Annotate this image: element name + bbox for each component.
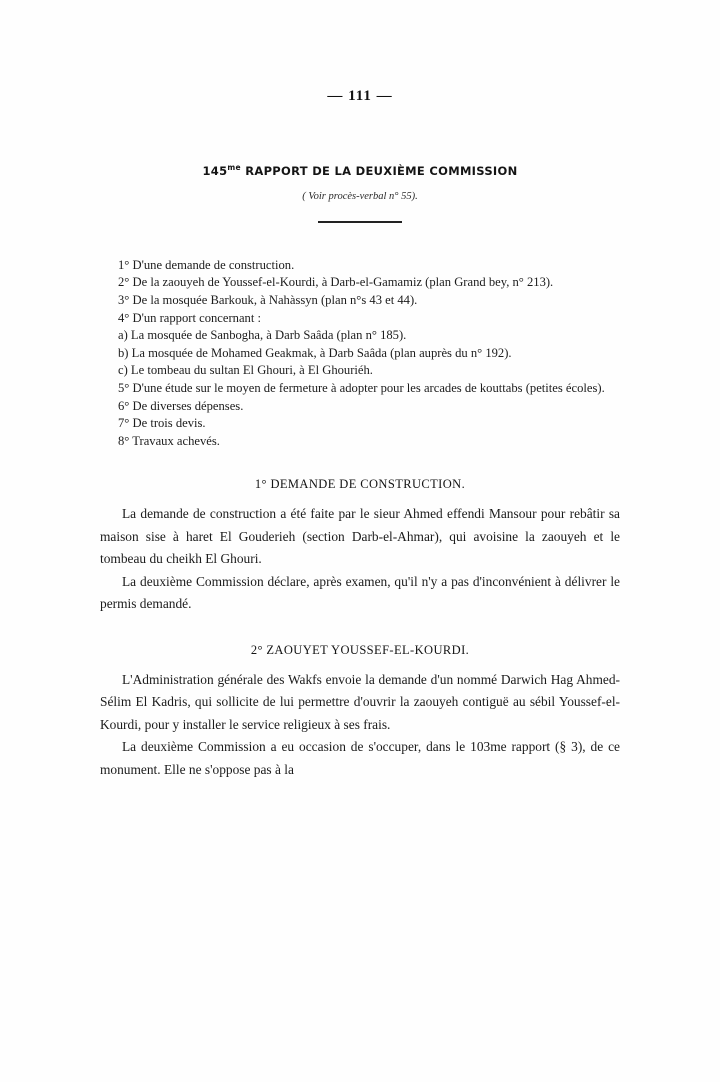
report-title-ordinal-suffix: me bbox=[227, 163, 241, 172]
list-item: 5° D'une étude sur le moyen de fermeture à adopter pour les arcades de kouttabs (petites écoles). bbox=[118, 380, 605, 395]
report-subtitle: ( Voir procès-verbal n° 55). bbox=[302, 190, 418, 202]
report-title-number: 145 bbox=[202, 163, 228, 178]
paragraph: La deuxième Commission déclare, après examen, qu'il n'y a pas d'inconvénient à délivrer le permis demandé. bbox=[100, 573, 620, 612]
paragraph: L'Administration générale des Wakfs envoie la demande d'un nommé Darwich Hag Ahmed-Sélim El Kadris, qui sollicite de lui permettre d'ouvrir la zaouyeh contiguë au sébil Youssef-el-Kourdi, pour y installer le service religieux à ses frais. bbox=[100, 671, 620, 732]
section-heading: 1° DEMANDE DE CONSTRUCTION. bbox=[254, 477, 466, 492]
list-item: b) La mosquée de Mohamed Geakmak, à Darb Saâda (plan auprès du n° 192). bbox=[118, 345, 512, 360]
report-title-text: RAPPORT DE LA DEUXIÈME COMMISSION bbox=[240, 163, 518, 178]
list-item: 2° De la zaouyeh de Youssef-el-Kourdi, à Darb-el-Gamamiz (plan Grand bey, n° 213). bbox=[118, 275, 554, 290]
list-item: 6° De diverses dépenses. bbox=[118, 398, 244, 413]
page-number: — 111 — bbox=[327, 88, 393, 104]
list-item: 1° D'une demande de construction. bbox=[118, 257, 295, 272]
list-item: 7° De trois devis. bbox=[118, 416, 206, 431]
list-item: 8° Travaux achevés. bbox=[118, 433, 220, 448]
paragraph: La demande de construction a été faite par le sieur Ahmed effendi Mansour pour rebâtir sa maison sise à haret El Gouderieh (section Darb-el-Ahmar), qui avoisine la zaouyeh et le tombeau du cheikh El Ghouri. bbox=[100, 506, 620, 567]
document-body bbox=[100, 223, 620, 782]
list-item: c) Le tombeau du sultan El Ghouri, à El Ghouriéh. bbox=[118, 363, 373, 378]
list-item: a) La mosquée de Sanbogha, à Darb Saâda (plan n° 185). bbox=[118, 328, 407, 343]
paragraph: La deuxième Commission a eu occasion de s'occuper, dans le 103me rapport (§ 3), de ce monument. Elle ne s'oppose pas à la bbox=[100, 739, 620, 777]
list-item: 4° D'un rapport concernant : bbox=[118, 310, 261, 325]
list-item: 3° De la mosquée Barkouk, à Nahàssyn (plan n°s 43 et 44). bbox=[118, 293, 418, 308]
report-title bbox=[0, 163, 720, 178]
section-heading: 2° ZAOUYET YOUSSEF-EL-KOURDI. bbox=[250, 642, 470, 657]
